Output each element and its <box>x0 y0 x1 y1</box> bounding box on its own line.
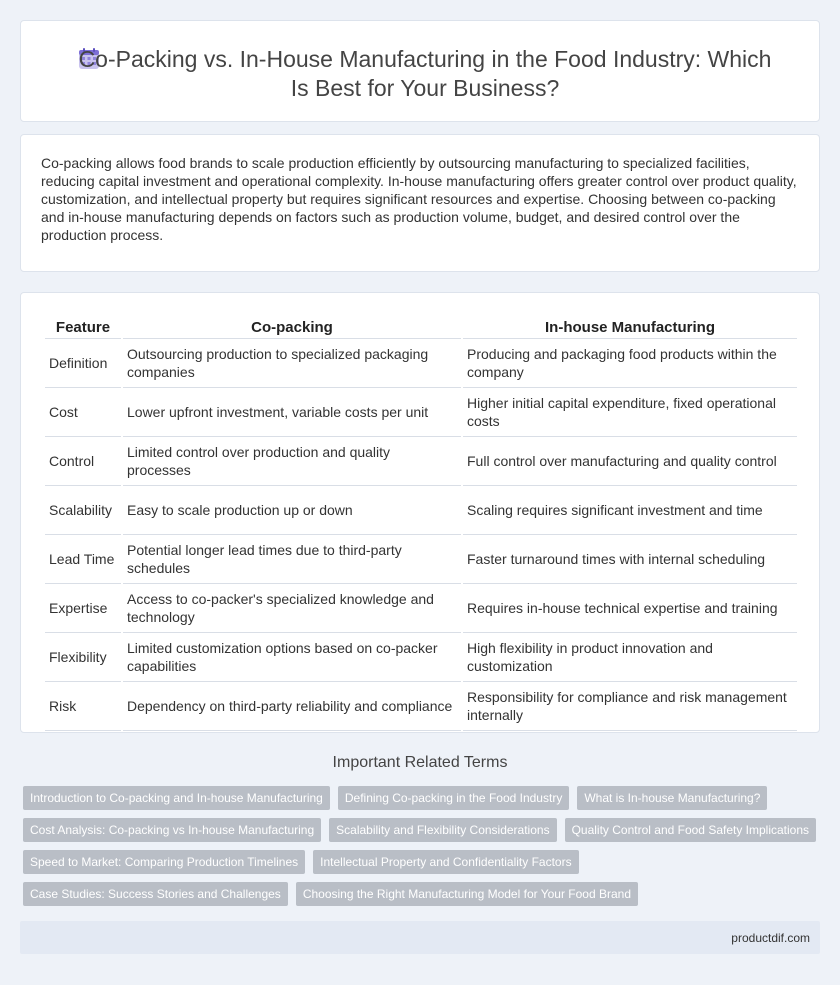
related-term-tag[interactable]: Cost Analysis: Co-packing vs In-house Manufacturing <box>23 818 321 842</box>
related-term-tag[interactable]: Case Studies: Success Stories and Challenges <box>23 882 288 906</box>
related-term-tag[interactable]: Choosing the Right Manufacturing Model for Your Food Brand <box>296 882 638 906</box>
co-packing-cell: Limited customization options based on co-packer capabilities <box>123 633 461 682</box>
table-row <box>45 339 797 388</box>
header-in-house: In-house Manufacturing <box>463 315 797 339</box>
related-term-tag[interactable]: Defining Co-packing in the Food Industry <box>338 786 569 810</box>
intro-card <box>20 134 820 272</box>
comparison-table <box>43 315 799 731</box>
related-term-tag[interactable]: Intellectual Property and Confidentiality Factors <box>313 850 578 874</box>
table-header-row <box>45 315 797 339</box>
table-row <box>45 486 797 535</box>
table-row <box>45 633 797 682</box>
in-house-cell: Producing and packaging food products within the company <box>463 339 797 388</box>
co-packing-cell: Dependency on third-party reliability and compliance <box>123 682 461 731</box>
table-row <box>45 682 797 731</box>
related-term-tag[interactable]: What is In-house Manufacturing? <box>577 786 767 810</box>
tag-row <box>23 818 823 842</box>
co-packing-cell: Potential longer lead times due to third-party schedules <box>123 535 461 584</box>
table-row <box>45 388 797 437</box>
in-house-cell: Responsibility for compliance and risk management internally <box>463 682 797 731</box>
header-feature: Feature <box>45 315 121 339</box>
feature-cell: Expertise <box>45 584 121 633</box>
related-terms-list <box>23 786 823 914</box>
related-term-tag[interactable]: Introduction to Co-packing and In-house Manufacturing <box>23 786 330 810</box>
site-link[interactable]: productdif.com <box>731 931 810 945</box>
in-house-cell: Faster turnaround times with internal scheduling <box>463 535 797 584</box>
table-row <box>45 584 797 633</box>
table-row <box>45 437 797 486</box>
table-row <box>45 535 797 584</box>
in-house-cell: High flexibility in product innovation and customization <box>463 633 797 682</box>
feature-cell: Definition <box>45 339 121 388</box>
in-house-cell: Requires in-house technical expertise and training <box>463 584 797 633</box>
feature-cell: Risk <box>45 682 121 731</box>
in-house-cell: Full control over manufacturing and quality control <box>463 437 797 486</box>
in-house-cell: Higher initial capital expenditure, fixed operational costs <box>463 388 797 437</box>
co-packing-cell: Outsourcing production to specialized packaging companies <box>123 339 461 388</box>
header-card <box>20 20 820 122</box>
related-term-tag[interactable]: Scalability and Flexibility Considerations <box>329 818 556 842</box>
comparison-card <box>20 292 820 733</box>
tag-row <box>23 850 823 874</box>
intro-paragraph: Co-packing allows food brands to scale production efficiently by outsourcing manufacturing to specialized facilities, reducing capital investment and operational complexity. In-house manufacturing offers greater control over product quality, customization, and intellectual property but requires significant resources and expertise. Choosing between co-packing and in-house manufacturing depends on factors such as production volume, budget, and desired control over the production process. <box>41 155 797 243</box>
footer <box>20 921 820 954</box>
co-packing-cell: Lower upfront investment, variable costs per unit <box>123 388 461 437</box>
related-terms-title: Important Related Terms <box>332 754 508 771</box>
feature-cell: Lead Time <box>45 535 121 584</box>
related-term-tag[interactable]: Speed to Market: Comparing Production Timelines <box>23 850 305 874</box>
co-packing-cell: Access to co-packer's specialized knowledge and technology <box>123 584 461 633</box>
feature-cell: Scalability <box>45 486 121 535</box>
co-packing-cell: Limited control over production and quality processes <box>123 437 461 486</box>
header-co-packing: Co-packing <box>123 315 461 339</box>
in-house-cell: Scaling requires significant investment and time <box>463 486 797 535</box>
page-title: Co-Packing vs. In-House Manufacturing in the Food Industry: Which Is Best for Your Business? <box>78 46 772 101</box>
co-packing-cell: Easy to scale production up or down <box>123 486 461 535</box>
related-term-tag[interactable]: Quality Control and Food Safety Implications <box>565 818 816 842</box>
tag-row <box>23 786 823 810</box>
tag-row <box>23 882 823 906</box>
feature-cell: Control <box>45 437 121 486</box>
feature-cell: Cost <box>45 388 121 437</box>
feature-cell: Flexibility <box>45 633 121 682</box>
